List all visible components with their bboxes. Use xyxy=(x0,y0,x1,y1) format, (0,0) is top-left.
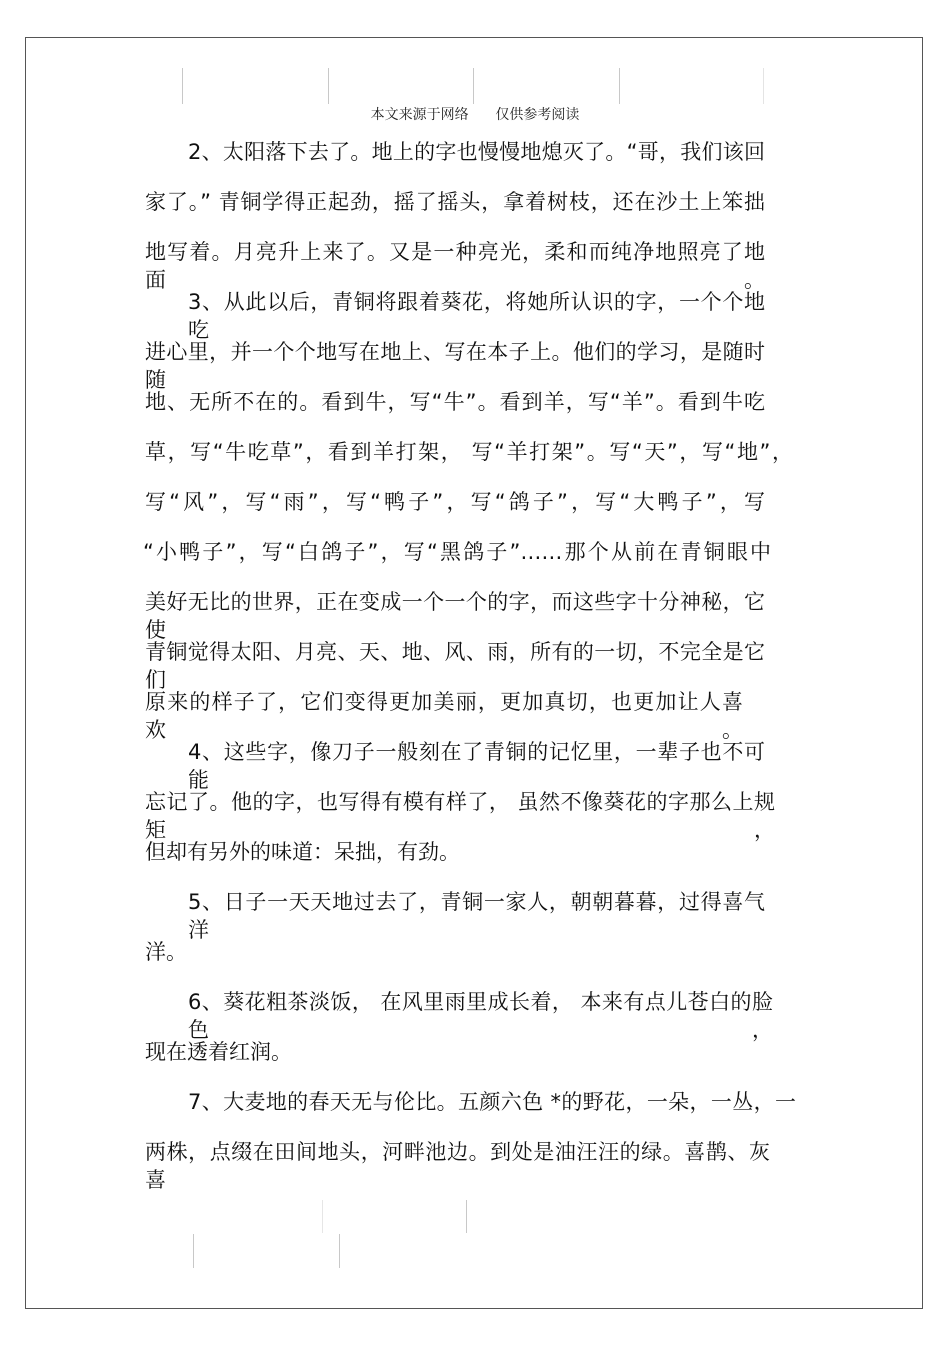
footer-rule xyxy=(339,1234,340,1268)
text-line: 忘记了。他的字，也写得有模有样了， 虽然不像葵花的字那么上规矩， xyxy=(145,790,775,842)
text-line: 美好无比的世界，正在变成一个一个的字，而这些字十分神秘，它使 xyxy=(145,590,765,642)
header-rule xyxy=(182,68,183,104)
text-line: “小鸭子”，写“白鸽子”，写“黑鸽子”……那个从前在青铜眼中 xyxy=(143,540,771,564)
text-line: 地写着。月亮升上来了。又是一种亮光，柔和而纯净地照亮了地面。 xyxy=(145,240,765,292)
header-rule xyxy=(763,68,764,104)
footer-rule xyxy=(193,1234,194,1268)
text-line: 家了。” 青铜学得正起劲，摇了摇头，拿着树枝，还在沙土上笨拙 xyxy=(145,190,765,214)
text-line: 地、无所不在的。看到牛，写“牛”。看到羊，写“羊”。看到牛吃 xyxy=(145,390,765,414)
text-line: 写“风”，写“雨”，写“鸭子”，写“鸽子”，写“大鸭子”，写 xyxy=(145,490,765,514)
text-line: 青铜觉得太阳、月亮、天、地、风、雨，所有的一切，不完全是它们 xyxy=(145,640,765,692)
footer-rule xyxy=(466,1200,467,1233)
header-rule xyxy=(328,68,329,104)
text-line: 2、太阳落下去了。地上的字也慢慢地熄灭了。“哥，我们该回 xyxy=(188,140,765,164)
header-rule xyxy=(619,68,620,104)
text-line: 原来的样子了，它们变得更加美丽，更加真切，也更加让人喜欢。 xyxy=(145,690,743,742)
text-line: 洋。 xyxy=(145,940,187,964)
text-line: 但却有另外的味道：呆拙，有劲。 xyxy=(145,840,460,864)
header-rule xyxy=(473,68,474,104)
text-line: 两株，点缀在田间地头，河畔池边。到处是油汪汪的绿。喜鹊、灰喜 xyxy=(145,1140,770,1192)
text-line: 7、大麦地的春天无与伦比。五颜六色 *的野花，一朵，一丛，一 xyxy=(188,1090,796,1114)
source-note: 本文来源于网络 仅供参考阅读 xyxy=(370,107,580,123)
text-line: 进心里，并一个个地写在地上、写在本子上。他们的学习，是随时随 xyxy=(145,340,765,392)
text-line: 现在透着红润。 xyxy=(145,1040,292,1064)
text-line: 6、葵花粗茶淡饭， 在风里雨里成长着， 本来有点儿苍白的脸色， xyxy=(188,990,773,1042)
text-line: 草，写“牛吃草”，看到羊打架， 写“羊打架”。写“天”，写“地”， xyxy=(145,440,793,464)
text-line: 4、这些字，像刀子一般刻在了青铜的记忆里，一辈子也不可能 xyxy=(188,740,765,792)
footer-rule xyxy=(322,1200,323,1233)
text-line: 5、日子一天天地过去了，青铜一家人，朝朝暮暮，过得喜气洋 xyxy=(188,890,765,942)
text-line: 3、从此以后，青铜将跟着葵花，将她所认识的字，一个个地吃 xyxy=(188,290,765,342)
